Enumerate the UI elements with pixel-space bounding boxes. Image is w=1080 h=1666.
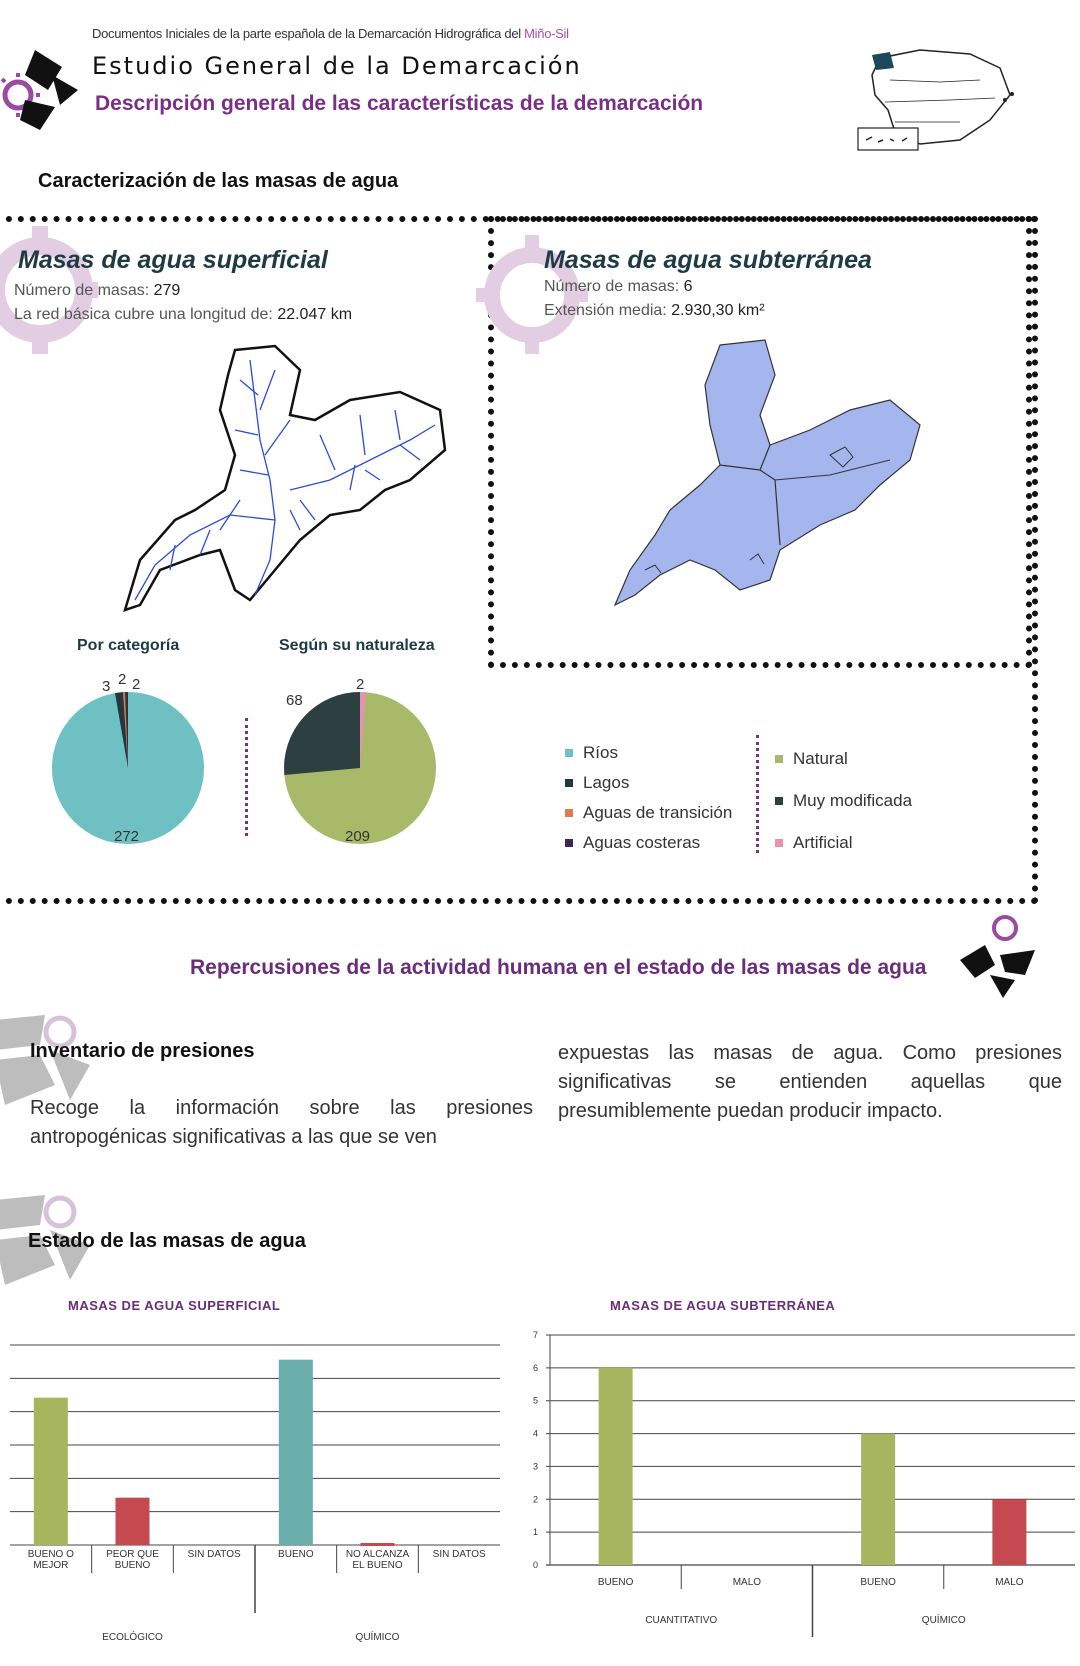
legend-separator <box>756 735 759 853</box>
chart-subterranea-title: MASAS DE AGUA SUBTERRÁNEA <box>610 1298 836 1313</box>
spain-map-icon <box>860 40 1020 160</box>
inventario-text-col1: Recoge la información sobre las presiones antropogénicas significativas a las que se ven <box>30 1097 533 1148</box>
bar <box>599 1368 633 1565</box>
y-tick-label: 3 <box>532 1461 538 1472</box>
pie-separator <box>245 718 248 836</box>
pie-naturaleza-chart <box>282 690 442 850</box>
bar <box>116 1498 150 1545</box>
legend-item: Lagos <box>565 768 732 798</box>
y-tick-label: 4 <box>532 1428 538 1439</box>
legend-swatch-icon <box>565 749 573 757</box>
superficial-count: Número de masas: 279 <box>14 282 181 299</box>
aquifer-map <box>600 335 970 625</box>
x-tick-label: SIN DATOS <box>187 1549 241 1560</box>
subterranea-extent: Extensión media: 2.930,30 km² <box>544 302 765 319</box>
legend-item: Ríos <box>565 738 732 768</box>
group-label: QUÍMICO <box>355 1632 400 1643</box>
legend-swatch-icon <box>565 809 573 817</box>
superficial-length: La red básica cubre una longitud de: 22.047 km <box>14 306 353 323</box>
legend-swatch-icon <box>775 839 783 847</box>
x-tick-label: MEJOR <box>33 1560 69 1571</box>
legend-item: Artificial <box>775 822 912 864</box>
x-tick-label: EL BUENO <box>352 1560 403 1571</box>
x-tick-label: BUENO <box>278 1549 314 1560</box>
bar <box>279 1360 313 1545</box>
legend-swatch-icon <box>775 797 783 805</box>
legend-item: Muy modificada <box>775 780 912 822</box>
x-tick-label: SIN DATOS <box>432 1549 486 1560</box>
document-title: Estudio General de la Demarcación <box>92 52 582 80</box>
x-tick-label: PEOR QUE <box>106 1549 159 1560</box>
x-tick-label: BUENO <box>114 1560 151 1571</box>
pie-label: 2 <box>118 671 127 688</box>
bar <box>992 1499 1026 1565</box>
chart-superficial <box>0 1320 510 1643</box>
logo-icon <box>955 910 1045 1000</box>
pie-label: 3 <box>102 678 111 695</box>
pie-label: 2 <box>356 676 365 693</box>
superficial-title: Masas de agua superficial <box>18 246 328 274</box>
river-network-map <box>100 340 460 620</box>
legend-item: Natural <box>775 738 912 780</box>
pie-categoria-chart <box>50 690 210 850</box>
x-tick-label: BUENO O <box>27 1549 74 1560</box>
legend-swatch-icon <box>565 779 573 787</box>
y-tick-label: 0 <box>532 1560 538 1570</box>
document-subtitle: Descripción general de las características de la demarcación <box>95 92 704 115</box>
y-tick-label: 5 <box>532 1395 538 1406</box>
pie-label: 2 <box>132 676 141 693</box>
legend-swatch-icon <box>775 755 783 763</box>
y-tick-label: 6 <box>532 1362 538 1373</box>
subterranea-title: Masas de agua subterránea <box>544 246 872 274</box>
basin-name: Miño-Sil <box>524 26 569 41</box>
pie-naturaleza-caption: Según su naturaleza <box>279 637 435 654</box>
legend-item: Aguas de transición <box>565 798 732 828</box>
section-caracterizacion-title: Caracterización de las masas de agua <box>38 170 399 192</box>
legend-categoria <box>565 738 732 858</box>
document-series-line: Documentos Iniciales de la parte española de la Demarcación Hidrográfica del Miño-Sil <box>92 26 569 41</box>
bar <box>34 1398 68 1545</box>
pie-label: 272 <box>114 828 140 845</box>
x-tick-label: BUENO <box>860 1577 896 1588</box>
section-repercusiones-title: Repercusiones de la actividad humana en el estado de las masas de agua <box>190 956 927 979</box>
x-tick-label: MALO <box>732 1577 762 1588</box>
bar <box>361 1543 395 1546</box>
legend-item: Aguas costeras <box>565 828 732 858</box>
y-tick-label: 7 <box>532 1330 538 1340</box>
group-label: QUÍMICO <box>921 1615 966 1626</box>
x-tick-label: BUENO <box>597 1577 634 1588</box>
subterranea-count: Número de masas: 6 <box>544 278 693 295</box>
estado-title: Estado de las masas de agua <box>28 1230 306 1252</box>
pie-categoria-caption: Por categoría <box>77 637 180 654</box>
legend-swatch-icon <box>565 839 573 847</box>
inventario-title: Inventario de presiones <box>30 1040 255 1062</box>
y-tick-label: 1 <box>532 1527 538 1538</box>
x-tick-label: MALO <box>995 1577 1024 1588</box>
legend-naturaleza <box>775 738 912 864</box>
chart-superficial-title: MASAS DE AGUA SUPERFICIAL <box>68 1298 281 1313</box>
logo-icon <box>0 45 80 135</box>
pie-label: 68 <box>286 692 303 709</box>
bar <box>861 1434 895 1565</box>
chart-subterranea <box>520 1320 1080 1640</box>
y-tick-label: 2 <box>532 1494 538 1505</box>
pie-label: 209 <box>345 828 371 845</box>
inventario-text-col2: expuestas las masas de agua. Como presiones significativas se entienden aquellas que presumiblemente puedan producir impacto. <box>558 1042 1062 1122</box>
group-label: ECOLÓGICO <box>102 1632 163 1643</box>
x-tick-label: NO ALCANZA <box>345 1549 410 1560</box>
group-label: CUANTITATIVO <box>645 1615 718 1626</box>
